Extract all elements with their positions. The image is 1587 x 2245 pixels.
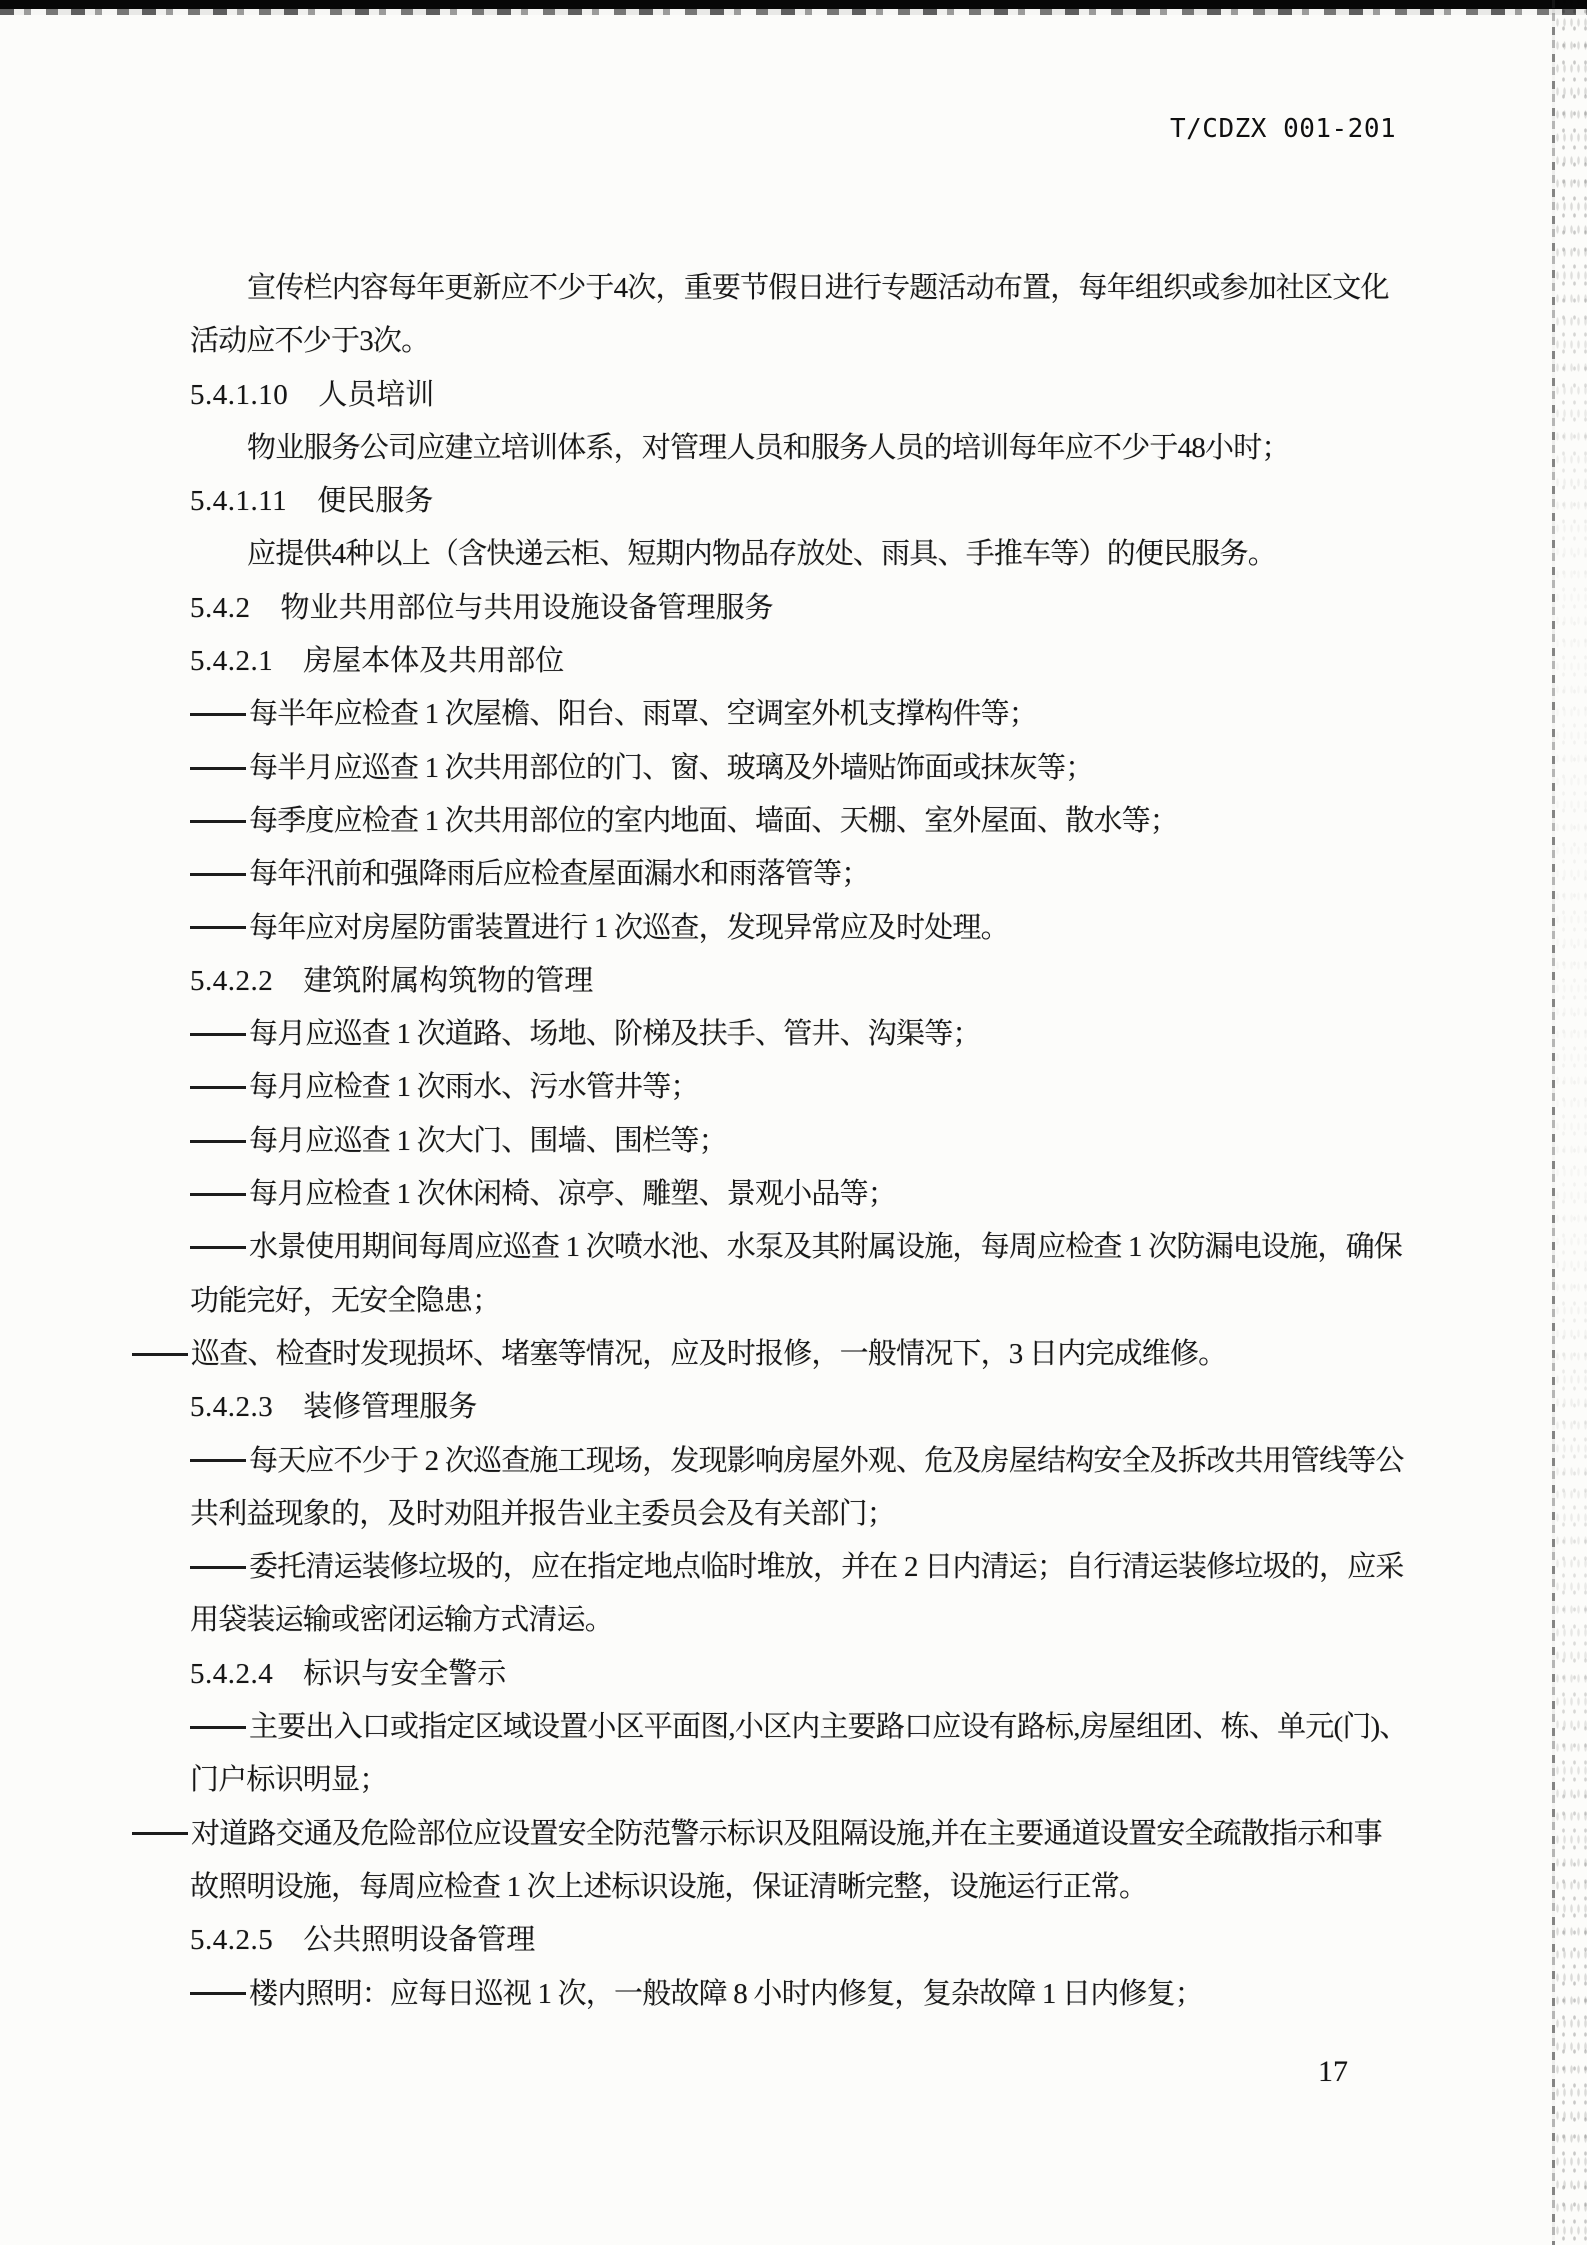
line-text: 活动应不少于3次。 bbox=[190, 325, 430, 358]
em-dash bbox=[190, 926, 246, 929]
text-line bbox=[190, 1968, 1500, 2021]
clause-number: 5.4.2.4 bbox=[190, 1657, 274, 1690]
clause-heading bbox=[190, 955, 1500, 1008]
clause-title: 便民服务 bbox=[317, 485, 434, 518]
text-line bbox=[190, 848, 1500, 901]
page-number: 17 bbox=[1318, 2055, 1348, 2088]
line-text: 楼内照明：应每日巡视 1 次，一般故障 8 小时内修复，复杂故障 1 日内修复； bbox=[249, 1977, 1204, 2010]
line-text: 宣传栏内容每年更新应不少于4次，重要节假日进行专题活动布置，每年组织或参加社区文化 bbox=[247, 272, 1389, 304]
line-text: 委托清运装修垃圾的，应在指定地点临时堆放，并在 2 日内清运；自行清运装修垃圾的，应采 bbox=[249, 1551, 1404, 1584]
clause-heading bbox=[190, 1914, 1500, 1967]
line-text: 每年应对房屋防雷装置进行 1 次巡查，发现异常应及时处理。 bbox=[249, 911, 1009, 944]
line-text: 每天应不少于 2 次巡查施工现场，发现影响房屋外观、危及房屋结构安全及拆改共用管线等公 bbox=[249, 1444, 1404, 1477]
line-text: 门户标识明显； bbox=[190, 1764, 388, 1797]
line-text: 故照明设施，每周应检查 1 次上述标识设施，保证清晰完整，设施运行正常。 bbox=[190, 1870, 1148, 1903]
line-text: 每半月应巡查 1 次共用部位的门、窗、玻璃及外墙贴饰面或抹灰等； bbox=[249, 751, 1094, 784]
line-text: 每年汛前和强降雨后应检查屋面漏水和雨落管等； bbox=[249, 858, 870, 891]
line-text: 每季度应检查 1 次共用部位的室内地面、墙面、天棚、室外屋面、散水等； bbox=[249, 804, 1179, 837]
clause-title: 装修管理服务 bbox=[303, 1391, 478, 1424]
em-dash bbox=[190, 1086, 246, 1089]
text-line bbox=[190, 902, 1500, 955]
em-dash bbox=[190, 1726, 246, 1729]
line-text: 每月应检查 1 次休闲椅、凉亭、雕塑、景观小品等； bbox=[249, 1178, 897, 1211]
text-line bbox=[190, 1594, 1500, 1647]
em-dash bbox=[190, 1140, 246, 1143]
line-text: 功能完好，无安全隐患； bbox=[190, 1284, 501, 1317]
text-line bbox=[190, 528, 1500, 581]
text-line bbox=[132, 1808, 1500, 1861]
clause-number: 5.4.2 bbox=[190, 591, 251, 624]
line-text: 每月应巡查 1 次大门、围墙、围栏等； bbox=[249, 1124, 727, 1157]
text-line bbox=[190, 1488, 1500, 1541]
text-line bbox=[190, 1754, 1500, 1807]
line-text: 共利益现象的，及时劝阻并报告业主委员会及有关部门； bbox=[190, 1497, 896, 1530]
line-text: 对道路交通及危险部位应设置安全防范警示标识及阻隔设施,并在主要通道设置安全疏散指示和事 bbox=[191, 1817, 1382, 1850]
clause-heading bbox=[190, 1381, 1500, 1434]
clause-title: 公共照明设备管理 bbox=[303, 1924, 536, 1957]
line-text: 主要出入口或指定区域设置小区平面图,小区内主要路口应设有路标,房屋组团、栋、单元(门)、 bbox=[249, 1711, 1408, 1744]
text-line bbox=[190, 1008, 1500, 1061]
em-dash bbox=[190, 873, 246, 876]
clause-number: 5.4.2.3 bbox=[190, 1391, 274, 1424]
line-text: 巡查、检查时发现损坏、堵塞等情况，应及时报修，一般情况下，3 日内完成维修。 bbox=[191, 1337, 1227, 1370]
clause-number: 5.4.2.1 bbox=[190, 645, 274, 678]
text-line bbox=[190, 1701, 1500, 1754]
clause-heading bbox=[190, 1648, 1500, 1701]
em-dash bbox=[190, 1033, 246, 1036]
text-line bbox=[190, 795, 1500, 848]
line-text: 每半年应检查 1 次屋檐、阳台、雨罩、空调室外机支撑构件等； bbox=[249, 698, 1038, 731]
em-dash bbox=[190, 713, 246, 716]
clause-title: 标识与安全警示 bbox=[303, 1657, 507, 1690]
em-dash bbox=[190, 1459, 246, 1462]
em-dash bbox=[190, 1193, 246, 1196]
em-dash bbox=[132, 1832, 188, 1835]
text-line bbox=[190, 1541, 1500, 1594]
line-text: 用袋装运输或密闭运输方式清运。 bbox=[190, 1604, 614, 1637]
text-line bbox=[190, 688, 1500, 741]
clause-heading bbox=[190, 475, 1500, 528]
em-dash bbox=[190, 1246, 246, 1249]
line-text: 物业服务公司应建立培训体系，对管理人员和服务人员的培训每年应不少于48小时； bbox=[247, 431, 1290, 464]
text-line bbox=[190, 1435, 1500, 1488]
clause-number: 5.4.2.5 bbox=[190, 1924, 274, 1957]
clause-number: 5.4.1.10 bbox=[190, 378, 289, 411]
em-dash bbox=[190, 1992, 246, 1995]
em-dash bbox=[132, 1353, 188, 1356]
em-dash bbox=[190, 1566, 246, 1569]
line-text: 应提供4种以上（含快递云柜、短期内物品存放处、雨具、手推车等）的便民服务。 bbox=[247, 538, 1276, 571]
text-line bbox=[190, 262, 1500, 315]
scan-artifact-speckle bbox=[1556, 0, 1587, 2245]
line-text: 每月应巡查 1 次道路、场地、阶梯及扶手、管井、沟渠等； bbox=[249, 1018, 981, 1051]
clause-heading bbox=[190, 635, 1500, 688]
line-text: 水景使用期间每周应巡查 1 次喷水池、水泵及其附属设施，每周应检查 1 次防漏电设施，确保 bbox=[249, 1231, 1403, 1264]
line-text: 每月应检查 1 次雨水、污水管井等； bbox=[249, 1071, 699, 1104]
em-dash bbox=[190, 767, 246, 770]
clause-number: 5.4.2.2 bbox=[190, 964, 274, 997]
text-line bbox=[190, 1168, 1500, 1221]
scan-artifact-top-band bbox=[0, 0, 1587, 9]
text-line bbox=[190, 1275, 1500, 1328]
text-line bbox=[132, 1328, 1500, 1381]
standard-code: T/CDZX 001-201 bbox=[1170, 114, 1397, 144]
text-line bbox=[190, 742, 1500, 795]
text-line bbox=[190, 1115, 1500, 1168]
document-body bbox=[190, 262, 1500, 2021]
text-line bbox=[190, 422, 1500, 475]
clause-number: 5.4.1.11 bbox=[190, 485, 288, 518]
clause-title: 房屋本体及共用部位 bbox=[303, 645, 565, 678]
text-line bbox=[190, 1221, 1500, 1274]
em-dash bbox=[190, 820, 246, 823]
clause-title: 物业共用部位与共用设施设备管理服务 bbox=[280, 591, 774, 624]
scan-artifact-right-line bbox=[1552, 0, 1555, 2245]
text-line bbox=[190, 315, 1500, 368]
clause-heading bbox=[190, 582, 1500, 635]
clause-title: 建筑附属构筑物的管理 bbox=[303, 964, 594, 997]
text-line bbox=[190, 1861, 1500, 1914]
text-line bbox=[190, 1061, 1500, 1114]
clause-heading bbox=[190, 369, 1500, 422]
clause-title: 人员培训 bbox=[318, 378, 435, 411]
